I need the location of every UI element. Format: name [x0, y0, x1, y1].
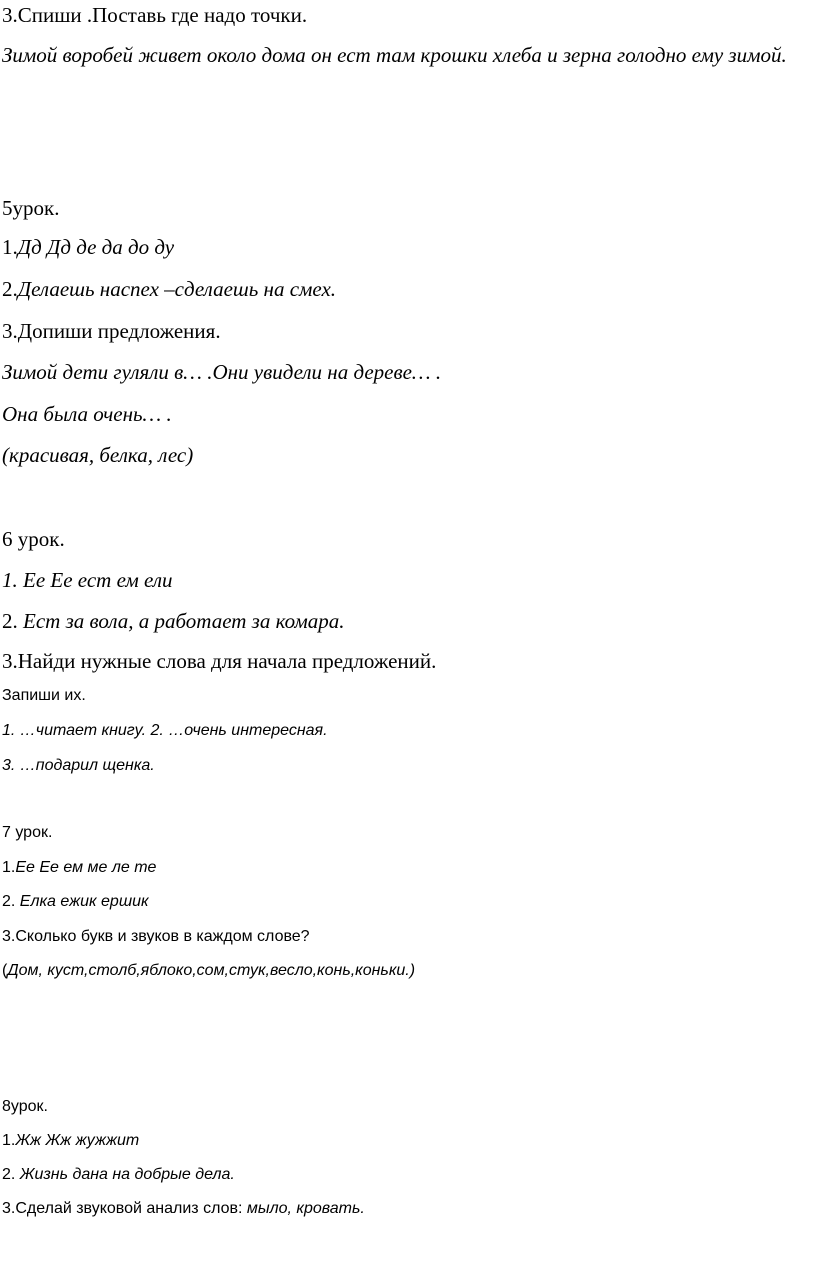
- lesson7-word-list: [2, 960, 415, 982]
- lesson5-item3-heading: 3.Допиши предложения.: [2, 319, 221, 343]
- lesson7-item2: [2, 891, 149, 913]
- lesson5-title: 5урок.: [2, 196, 60, 220]
- lesson5-sentence2: Она была очень… .: [2, 402, 172, 426]
- lesson5-item2-text: Делаешь наспех –сделаешь на смех.: [17, 277, 337, 301]
- lesson5-word-bank: (красивая, белка, лес): [2, 443, 194, 467]
- lesson6-sentence1: 1. …читает книгу. 2. …очень интересная.: [2, 722, 328, 739]
- lesson7-item1-text: Ее Ее ем ме ле те: [15, 859, 157, 876]
- lesson7-word-list-paren: (: [2, 962, 8, 979]
- lesson6-item2-text: Ест за вола, а работает за комара.: [23, 609, 345, 633]
- lesson6-item2: [2, 606, 344, 636]
- lesson8-item3: [2, 1198, 365, 1220]
- lesson6-item2-number: 2.: [2, 609, 23, 633]
- lesson8-item3-words: мыло, кровать.: [246, 1200, 365, 1217]
- lesson8-item2: [2, 1164, 235, 1186]
- lesson7-item1-number: 1.: [2, 859, 16, 876]
- lesson7-item2-number: 2.: [2, 893, 20, 910]
- lesson8-item2-text: Жизнь дана на добрые дела.: [19, 1166, 235, 1183]
- lesson7-item2-text: Елка ежик ершик: [19, 893, 149, 910]
- lesson5-item2-number: 2.: [2, 277, 18, 301]
- lesson6-item3-sub: Запиши их.: [2, 687, 86, 704]
- lesson7-word-list-text: Дом, куст,столб,яблоко,сом,стук,весло,конь,коньки.): [7, 962, 416, 979]
- lesson8-title: 8урок.: [2, 1098, 48, 1115]
- task3-text: Зимой воробей живет около дома он ест там крошки хлеба и зерна голодно ему зимой.: [2, 43, 787, 67]
- task3-heading: 3.Спиши .Поставь где надо точки.: [2, 3, 308, 27]
- lesson8-item3-heading: 3.Сделай звуковой анализ слов:: [2, 1200, 247, 1217]
- lesson5-item2: [2, 274, 336, 304]
- lesson6-sentence2: 3. …подарил щенка.: [2, 757, 155, 774]
- lesson8-item1: [2, 1130, 139, 1152]
- lesson7-title: 7 урок.: [2, 824, 53, 841]
- lesson6-title: 6 урок.: [2, 527, 65, 551]
- lesson5-item1: [2, 232, 174, 262]
- lesson8-item2-number: 2.: [2, 1166, 20, 1183]
- lesson8-item1-text: Жж Жж жужжит: [15, 1132, 140, 1149]
- lesson5-item1-text: Дд Дд де да до ду: [17, 235, 175, 259]
- lesson7-item3-heading: 3.Сколько букв и звуков в каждом слове?: [2, 928, 310, 945]
- lesson7-item1: [2, 857, 156, 879]
- lesson6-item3-heading: 3.Найди нужные слова для начала предложений.: [2, 649, 437, 673]
- lesson6-item1: 1. Ее Ее ест ем ели: [2, 568, 173, 592]
- lesson5-item1-number: 1.: [2, 235, 18, 259]
- lesson8-item1-number: 1.: [2, 1132, 16, 1149]
- lesson5-sentence1: Зимой дети гуляли в… .Они увидели на дереве… .: [2, 360, 442, 384]
